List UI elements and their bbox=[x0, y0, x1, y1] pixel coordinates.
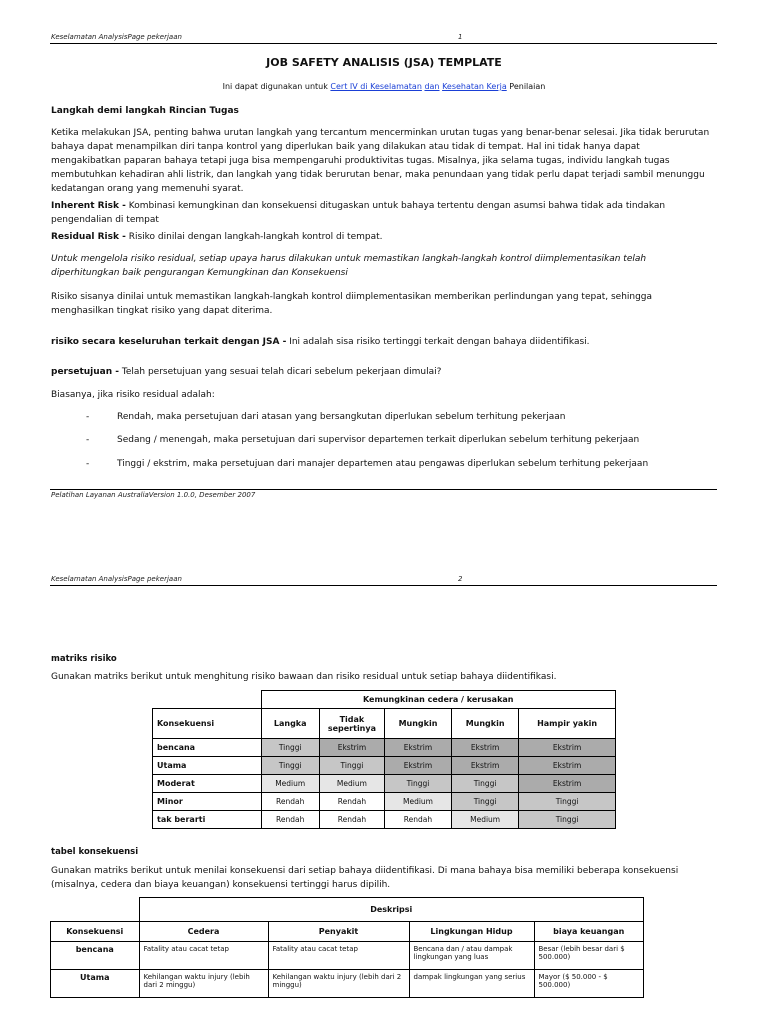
matrix-col-header: Tidak sepertinya bbox=[319, 709, 384, 739]
matrix-row bbox=[153, 793, 616, 811]
cons-row-label: Utama bbox=[51, 970, 140, 998]
cert-iv-link-and[interactable]: dan bbox=[424, 82, 440, 91]
overall-risk-definition bbox=[51, 335, 711, 349]
matrix-cell: Rendah bbox=[261, 793, 319, 811]
subtitle-prefix: Ini dapat digunakan untuk bbox=[222, 82, 328, 91]
cons-col-header: Lingkungan Hidup bbox=[409, 922, 534, 942]
matrix-col-header: Hampir yakin bbox=[519, 709, 616, 739]
cons-corner: Konsekuensi bbox=[51, 922, 140, 942]
matrix-cell: Medium bbox=[452, 811, 519, 829]
cons-col-header: Cedera bbox=[139, 922, 268, 942]
matrix-cell: Ekstrim bbox=[452, 757, 519, 775]
matrix-cell: Tinggi bbox=[261, 757, 319, 775]
matrix-cell: Ekstrim bbox=[384, 739, 451, 757]
cons-row bbox=[51, 970, 644, 998]
matrix-row bbox=[153, 811, 616, 829]
cons-cell: Fatality atau cacat tetap bbox=[268, 942, 409, 970]
paragraph-residual: Risiko sisanya dinilai untuk memastikan langkah-langkah kontrol diimplementasikan memberikan perlindungan yang tepat, sehingga menghasilkan tingkat risiko yang dapat diterima. bbox=[51, 292, 653, 316]
cons-col-header: Penyakit bbox=[268, 922, 409, 942]
section-heading-steps: Langkah demi langkah Rincian Tugas bbox=[51, 106, 239, 116]
matrix-cell: Ekstrim bbox=[384, 757, 451, 775]
matrix-intro: Gunakan matriks berikut untuk menghitung risiko bawaan dan risiko residual untuk setiap bahaya diidentifikasi. bbox=[51, 672, 557, 682]
bullet-mark: - bbox=[86, 459, 90, 469]
matrix-cell: Medium bbox=[261, 775, 319, 793]
consequence-heading: tabel konsekuensi bbox=[51, 847, 139, 857]
cons-row bbox=[51, 942, 644, 970]
matrix-row-label: Moderat bbox=[153, 775, 262, 793]
document-subtitle bbox=[0, 82, 768, 91]
page1-footer-rule bbox=[50, 489, 717, 490]
list-item: Rendah, maka persetujuan dari atasan yang bersangkutan diperlukan sebelum terhitung pekerjaan bbox=[117, 412, 566, 422]
approval-term: persetujuan - bbox=[51, 367, 119, 377]
list-item: Sedang / menengah, maka persetujuan dari supervisor departemen terkait diperlukan sebelum terhitung pekerjaan bbox=[117, 435, 640, 445]
paragraph-steps: Ketika melakukan JSA, penting bahwa urutan langkah yang tercantum mencerminkan urutan tugas yang benar-benar selesai. Jika tidak berurutan bahaya dapat menampilkan diri tanpa kontrol yang diperlukan baik yang dilakukan atau tidak di tempat. Hal ini tidak hanya dapat mengakibatkan paparan bahaya tetapi juga bisa mempengaruhi produktivitas tugas. Misalnya, jika selama tugas, individu langkah tugas membutuhkan kehadiran ahli listrik, dan langkah yang tidak berurutan benar, maka penundaan yang tidak perlu dapat terjadi sambil menunggu kedatangan orang yang memenuhi syarat. bbox=[51, 128, 710, 194]
cons-cell: Kehilangan waktu injury (lebih dari 2 minggu) bbox=[268, 970, 409, 998]
matrix-likelihood-header: Kemungkinan cedera / kerusakan bbox=[261, 691, 616, 709]
matrix-blank-cell bbox=[153, 691, 262, 709]
matrix-cell: Medium bbox=[384, 793, 451, 811]
matrix-corner: Konsekuensi bbox=[153, 709, 262, 739]
inherent-risk-definition bbox=[51, 199, 711, 227]
cons-cell: dampak lingkungan yang serius bbox=[409, 970, 534, 998]
bullet-mark: - bbox=[86, 435, 90, 445]
page1-header-left: Keselamatan AnalysisPage pekerjaan bbox=[51, 33, 182, 41]
matrix-cell: Rendah bbox=[319, 811, 384, 829]
matrix-col-header: Langka bbox=[261, 709, 319, 739]
matrix-cell: Ekstrim bbox=[319, 739, 384, 757]
matrix-col-header: Mungkin bbox=[384, 709, 451, 739]
matrix-cell: Ekstrim bbox=[519, 775, 616, 793]
cons-description-header: Deskripsi bbox=[139, 898, 644, 922]
residual-usually: Biasanya, jika risiko residual adalah: bbox=[51, 390, 215, 400]
approval-text: Telah persetujuan yang sesuai telah dicari sebelum pekerjaan dimulai? bbox=[121, 367, 442, 377]
matrix-cell: Rendah bbox=[261, 811, 319, 829]
matrix-cell: Rendah bbox=[319, 793, 384, 811]
inherent-risk-text: Kombinasi kemungkinan dan konsekuensi ditugaskan untuk bahaya tertentu dengan asumsi bahwa tidak ada tindakan pengendalian di tempat bbox=[51, 201, 666, 225]
subtitle-suffix: Penilaian bbox=[509, 82, 546, 91]
matrix-cell: Tinggi bbox=[319, 757, 384, 775]
bullet-mark: - bbox=[86, 412, 90, 422]
matrix-cell: Tinggi bbox=[261, 739, 319, 757]
residual-risk-definition bbox=[51, 230, 711, 244]
inherent-risk-term: Inherent Risk - bbox=[51, 201, 126, 211]
matrix-cell: Ekstrim bbox=[452, 739, 519, 757]
cons-col-header: biaya keuangan bbox=[534, 922, 644, 942]
page2-header-number: 2 bbox=[458, 575, 463, 583]
overall-risk-text: Ini adalah sisa risiko tertinggi terkait dengan bahaya diidentifikasi. bbox=[289, 337, 590, 347]
page1-header-rule bbox=[50, 43, 717, 44]
cons-blank-cell bbox=[51, 898, 140, 922]
matrix-row bbox=[153, 775, 616, 793]
matrix-row-label: tak berarti bbox=[153, 811, 262, 829]
page2-header-left: Keselamatan AnalysisPage pekerjaan bbox=[51, 575, 182, 583]
residual-risk-text: Risiko dinilai dengan langkah-langkah kontrol di tempat. bbox=[128, 232, 383, 242]
residual-risk-term: Residual Risk - bbox=[51, 232, 126, 242]
matrix-row bbox=[153, 757, 616, 775]
kesehatan-kerja-link[interactable]: Kesehatan Kerja bbox=[442, 82, 507, 91]
matrix-cell: Tinggi bbox=[452, 793, 519, 811]
matrix-row-label: bencana bbox=[153, 739, 262, 757]
matrix-cell: Rendah bbox=[384, 811, 451, 829]
cons-cell: Kehilangan waktu injury (lebih dari 2 minggu) bbox=[139, 970, 268, 998]
matrix-row bbox=[153, 739, 616, 757]
page1-header-number: 1 bbox=[458, 33, 463, 41]
matrix-row-label: Utama bbox=[153, 757, 262, 775]
matrix-cell: Ekstrim bbox=[519, 739, 616, 757]
cons-cell: Fatality atau cacat tetap bbox=[139, 942, 268, 970]
residual-risk-note: Untuk mengelola risiko residual, setiap upaya harus dilakukan untuk memastikan langkah-langkah kontrol diimplementasikan telah diperhitungkan baik pengurangan Kemungkinan dan Konsekuensi bbox=[51, 254, 647, 278]
matrix-col-header: Mungkin bbox=[452, 709, 519, 739]
matrix-cell: Medium bbox=[319, 775, 384, 793]
matrix-cell: Tinggi bbox=[452, 775, 519, 793]
consequence-table bbox=[50, 897, 644, 998]
cons-cell: Mayor ($ 50.000 - $ 500.000) bbox=[534, 970, 644, 998]
cert-iv-link[interactable]: Cert IV di Keselamatan bbox=[330, 82, 422, 91]
consequence-intro: Gunakan matriks berikut untuk menilai konsekuensi dari setiap bahaya diidentifikasi. Di mana bahaya bisa memiliki beberapa konsekuensi (misalnya, cedera dan biaya keuangan) konsekuensi tertinggi harus dipilih. bbox=[51, 866, 679, 890]
matrix-cell: Tinggi bbox=[519, 811, 616, 829]
matrix-heading: matriks risiko bbox=[51, 654, 117, 664]
matrix-cell: Ekstrim bbox=[519, 757, 616, 775]
matrix-cell: Tinggi bbox=[384, 775, 451, 793]
page2-header-rule bbox=[50, 585, 717, 586]
cons-row-label: bencana bbox=[51, 942, 140, 970]
cons-cell: Besar (lebih besar dari $ 500.000) bbox=[534, 942, 644, 970]
document-title: JOB SAFETY ANALISIS (JSA) TEMPLATE bbox=[266, 56, 502, 69]
overall-risk-term: risiko secara keseluruhan terkait dengan JSA - bbox=[51, 337, 287, 347]
risk-matrix-table bbox=[152, 690, 616, 829]
matrix-row-label: Minor bbox=[153, 793, 262, 811]
page1-footer: Pelatihan Layanan AustraliaVersion 1.0.0, Desember 2007 bbox=[51, 491, 256, 499]
list-item: Tinggi / ekstrim, maka persetujuan dari manajer departemen atau pengawas diperlukan sebelum terhitung pekerjaan bbox=[117, 459, 649, 469]
matrix-cell: Tinggi bbox=[519, 793, 616, 811]
cons-cell: Bencana dan / atau dampak lingkungan yang luas bbox=[409, 942, 534, 970]
approval-definition bbox=[51, 365, 711, 379]
